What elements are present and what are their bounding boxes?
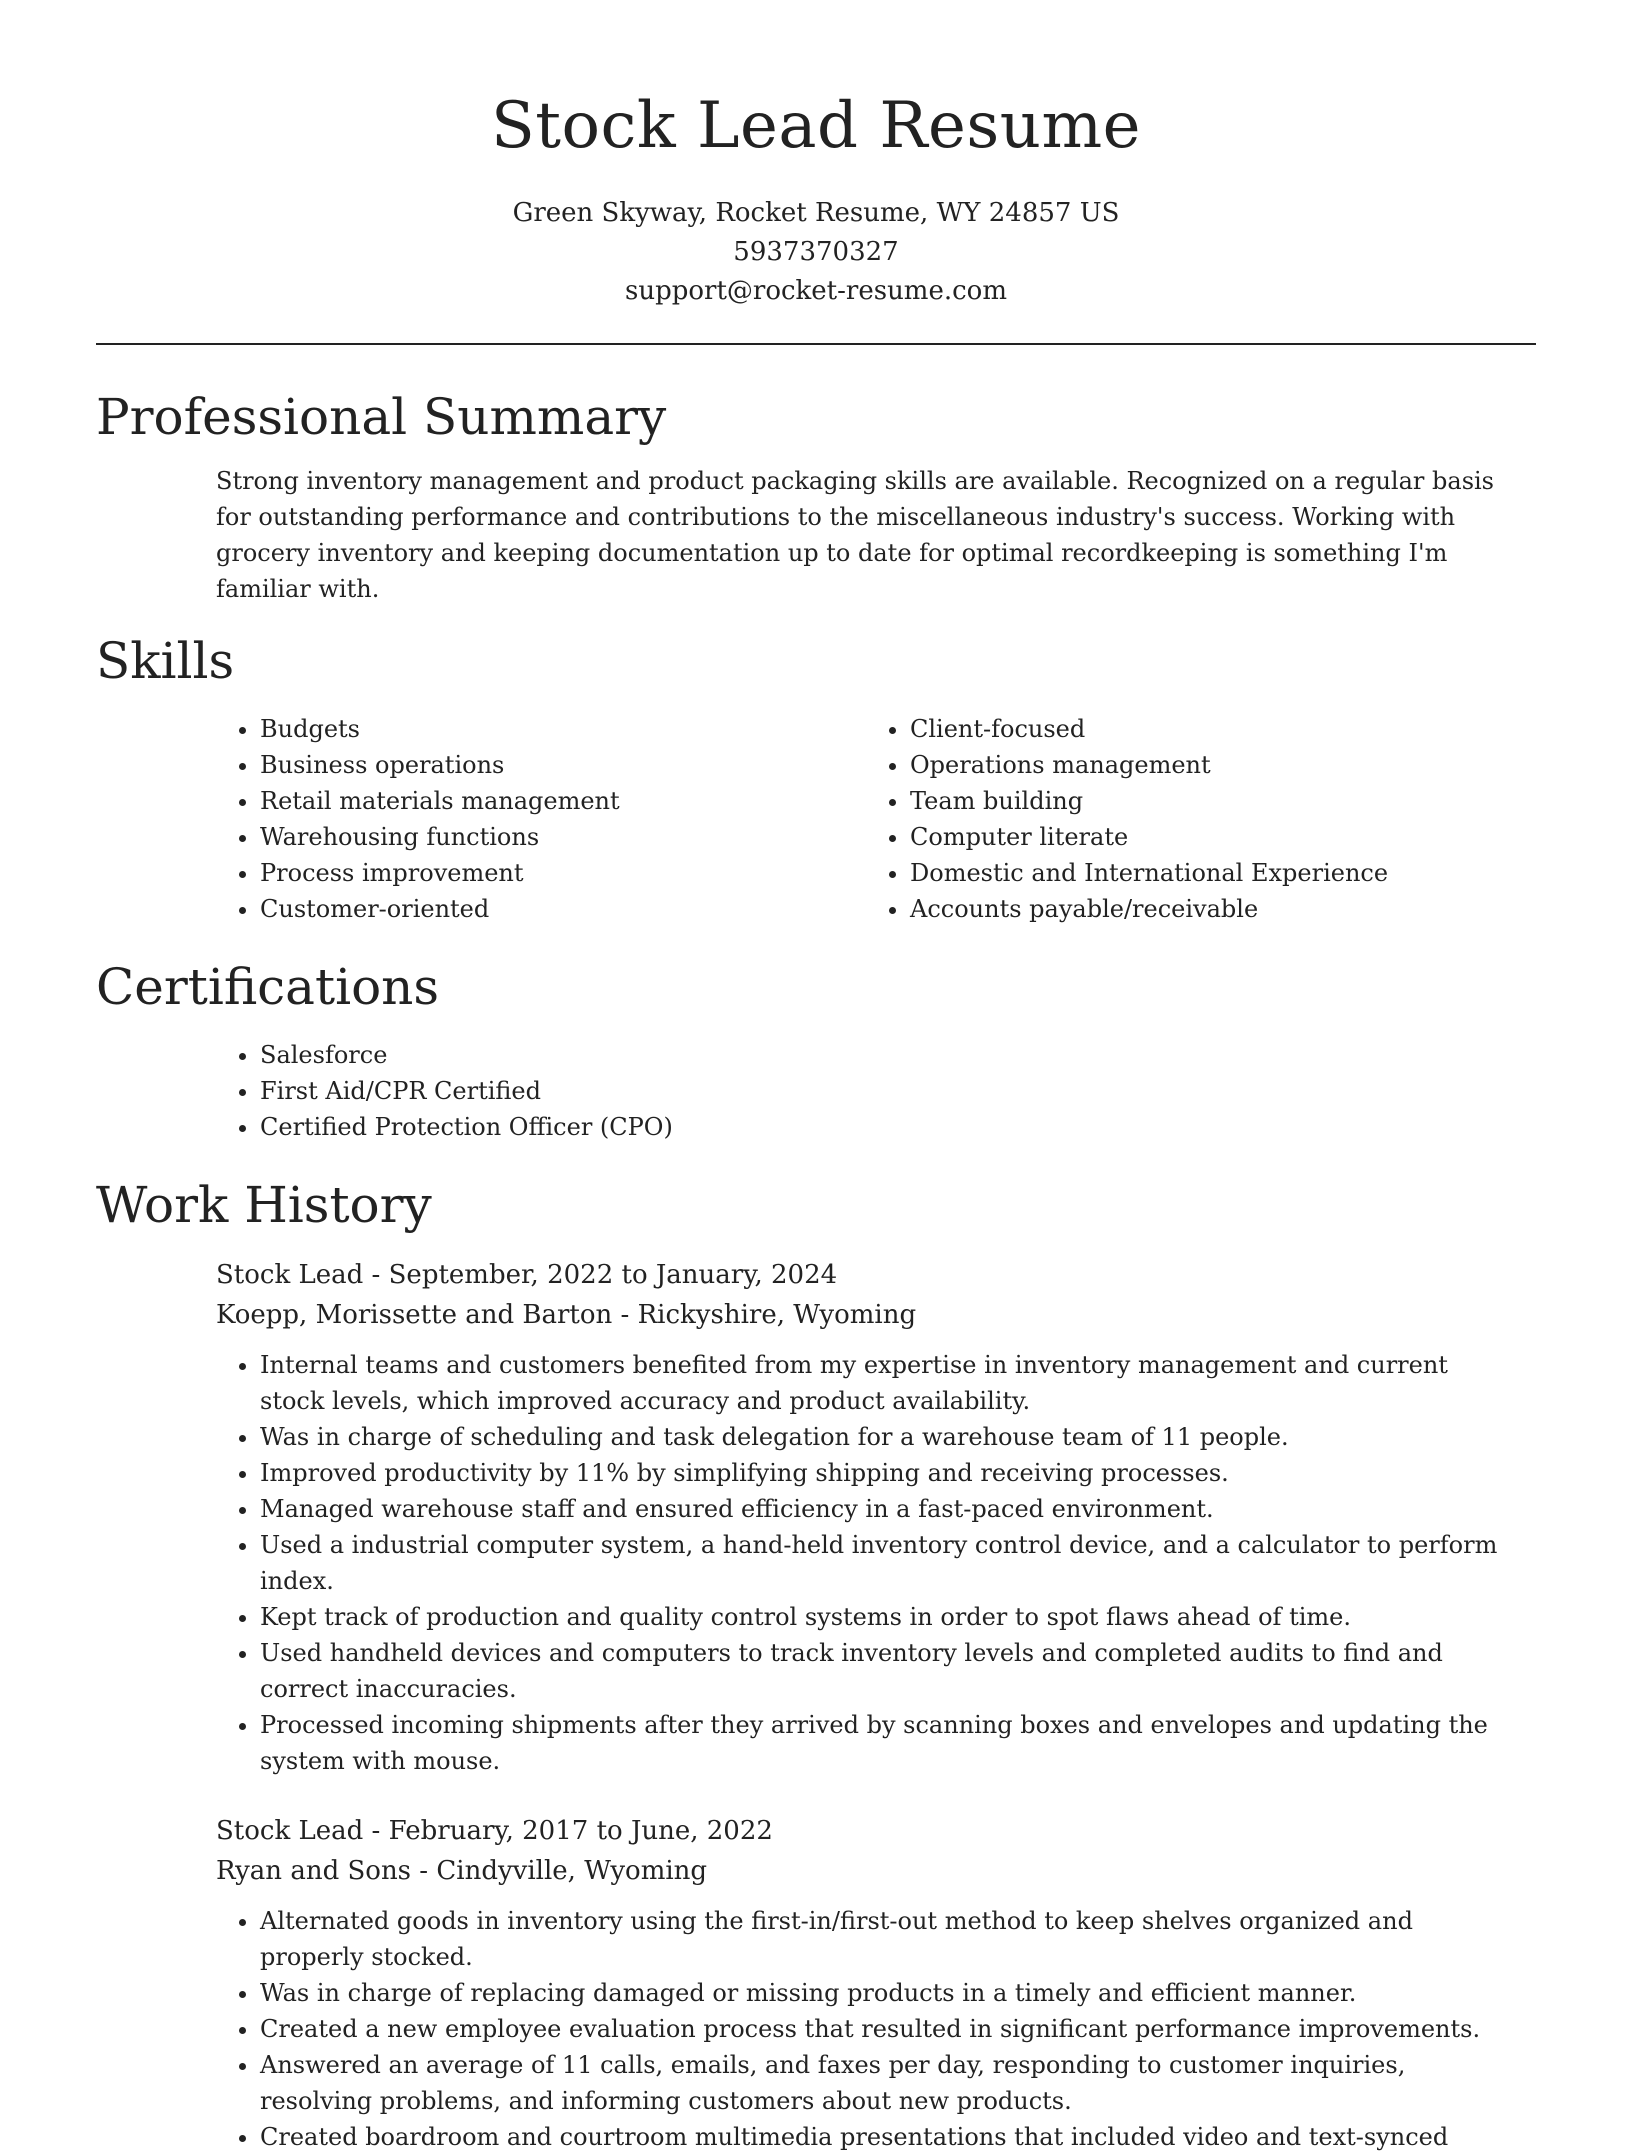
skills-list-left <box>96 711 746 927</box>
skill-item: • Process improvement <box>260 855 746 891</box>
certification-item: • First Aid/CPR Certified <box>260 1073 1536 1109</box>
resume-header <box>96 0 1536 311</box>
job-bullet: • Managed warehouse staff and ensured efficiency in a fast-paced environment. <box>260 1491 1516 1527</box>
skill-item: • Business operations <box>260 747 746 783</box>
skill-item: • Team building <box>910 783 1388 819</box>
skill-item: • Domestic and International Experience <box>910 855 1388 891</box>
skill-item: • Warehousing functions <box>260 819 746 855</box>
skill-item: • Computer literate <box>910 819 1388 855</box>
skills-list-right <box>746 711 1388 927</box>
skill-item: • Client-focused <box>910 711 1388 747</box>
job-dates: February, 2017 to June, 2022 <box>388 1816 773 1846</box>
work-history-heading: Work History <box>96 1176 432 1234</box>
job-company: Koepp, Morissette and Barton <box>216 1300 613 1330</box>
job-bullet: • Kept track of production and quality control systems in order to spot flaws ahead of time. <box>260 1599 1516 1635</box>
job-company-line: Koepp, Morissette and Barton - Rickyshire, Wyoming <box>216 1300 917 1330</box>
skills-heading: Skills <box>96 632 235 690</box>
job-entry <box>216 1255 1516 1779</box>
job-dates: September, 2022 to January, 2024 <box>388 1260 838 1290</box>
summary-text: Strong inventory management and product packaging skills are available. Recognized on a regular basis for outstanding performance and contributions to the miscellaneous industry's success. Working with grocery inventory and keeping documentation up to date for optimal recordkeeping is something I'm familiar with. <box>216 467 1494 603</box>
job-title: Stock Lead <box>216 1260 364 1290</box>
job-bullet: • Created a new employee evaluation process that resulted in significant performance improvements. <box>260 2011 1516 2047</box>
job-entry <box>216 1811 1516 2155</box>
job-bullet: • Improved productivity by 11% by simplifying shipping and receiving processes. <box>260 1455 1516 1491</box>
job-bullet: • Internal teams and customers benefited from my expertise in inventory management and current stock levels, which improved accuracy and product availability. <box>260 1347 1516 1419</box>
job-location: Cindyville, Wyoming <box>436 1856 708 1886</box>
job-title: Stock Lead <box>216 1816 364 1846</box>
skill-item: • Budgets <box>260 711 746 747</box>
job-location: Rickyshire, Wyoming <box>637 1300 917 1330</box>
skill-item: • Accounts payable/receivable <box>910 891 1388 927</box>
job-title-line: Stock Lead - September, 2022 to January, 2024 <box>216 1260 838 1290</box>
job-bullet: • Used handheld devices and computers to track inventory levels and completed audits to find and correct inaccuracies. <box>260 1635 1516 1707</box>
skills-columns <box>96 711 1536 927</box>
job-company: Ryan and Sons <box>216 1856 412 1886</box>
contact-block <box>96 194 1536 311</box>
skill-item: • Retail materials management <box>260 783 746 819</box>
resume-title: Stock Lead Resume <box>490 89 1142 163</box>
contact-phone: 5937370327 <box>733 237 899 267</box>
job-title-line: Stock Lead - February, 2017 to June, 2022 <box>216 1816 773 1846</box>
job-bullet: • Alternated goods in inventory using the first-in/first-out method to keep shelves organized and properly stocked. <box>260 1903 1516 1975</box>
job-bullet: • Processed incoming shipments after they arrived by scanning boxes and envelopes and updating the system with mouse. <box>260 1707 1516 1779</box>
summary-heading: Professional Summary <box>96 388 667 446</box>
certifications-list <box>96 1037 1536 1145</box>
certifications-heading: Certifications <box>96 958 440 1016</box>
certification-item: • Certified Protection Officer (CPO) <box>260 1109 1536 1145</box>
job-bullet: • Created boardroom and courtroom multimedia presentations that included video and text-synced <box>260 2119 1516 2155</box>
resume-page <box>96 0 1536 2155</box>
job-bullets <box>216 1903 1516 2155</box>
skill-item: • Customer-oriented <box>260 891 746 927</box>
job-company-line: Ryan and Sons - Cindyville, Wyoming <box>216 1856 708 1886</box>
job-bullet: • Used a industrial computer system, a hand-held inventory control device, and a calculator to perform index. <box>260 1527 1516 1599</box>
skill-item: • Operations management <box>910 747 1388 783</box>
job-bullets <box>216 1347 1516 1779</box>
job-bullet: • Was in charge of scheduling and task delegation for a warehouse team of 11 people. <box>260 1419 1516 1455</box>
job-bullet: • Answered an average of 11 calls, emails, and faxes per day, responding to customer inquiries, resolving problems, and informing customers about new products. <box>260 2047 1516 2119</box>
contact-email: support@rocket-resume.com <box>624 276 1007 306</box>
contact-address: Green Skyway, Rocket Resume, WY 24857 US <box>512 198 1120 228</box>
header-divider <box>96 343 1536 345</box>
job-bullet: • Was in charge of replacing damaged or missing products in a timely and efficient manner. <box>260 1975 1516 2011</box>
certification-item: • Salesforce <box>260 1037 1536 1073</box>
